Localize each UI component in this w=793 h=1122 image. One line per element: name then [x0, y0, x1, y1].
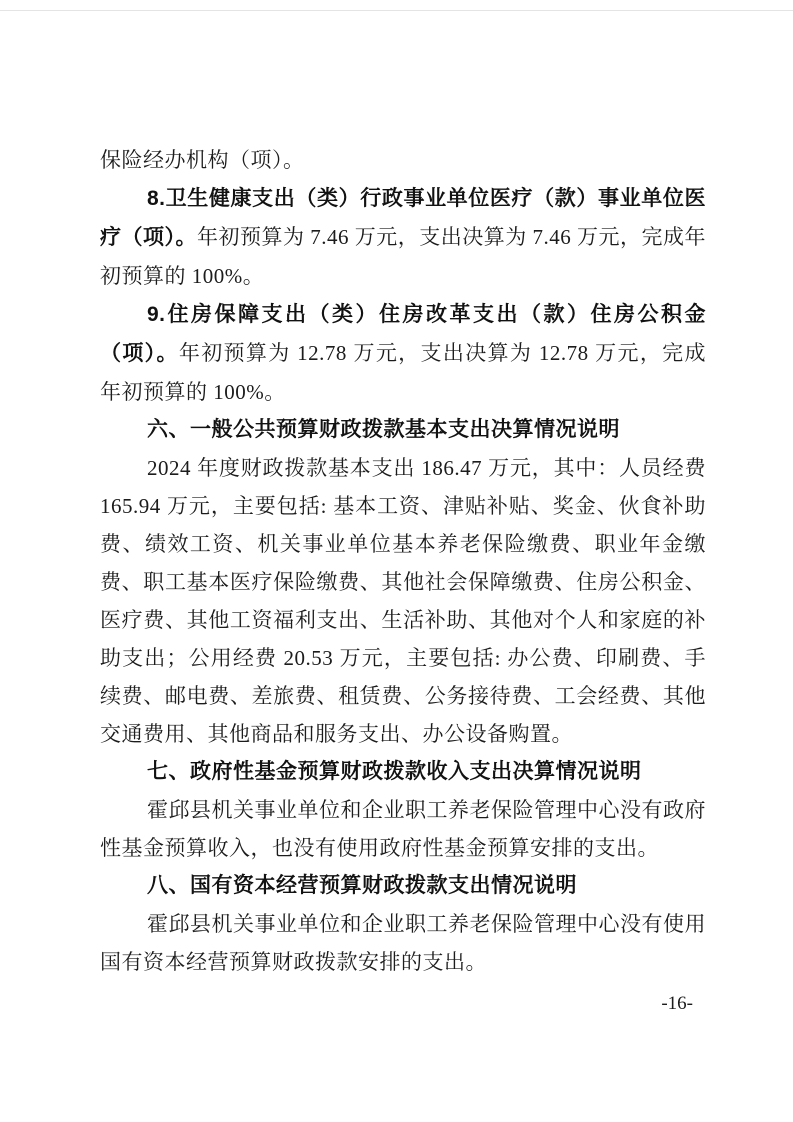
- paragraph-bold-lead: 8.卫生健康支出（类）行政事业单位医疗（款）事业单位医疗（项）。: [100, 187, 706, 249]
- section-heading: 七、政府性基金预算财政拨款收入支出决算情况说明: [147, 760, 642, 783]
- body-paragraph: 2024 年度财政拨款基本支出 186.47 万元，其中：人员经费 165.94 万元，主要包括: 基本工资、津贴补贴、奖金、伙食补助费、绩效工资、机关事业单位基本养老保险缴费、职业年金缴费、职工基本医疗保险缴费、其他社会保障缴费、住房公积金、医疗费、其他工资福利支出、生活补助、其他对个人和家庭的补助支出；公用经费 20.53 万元，主要包括: 办公费、印刷费、手续费、邮电费、差旅费、租赁费、公务接待费、工会经费、其他交通费用、其他商品和服务支出、办公设备购置。: [100, 456, 706, 746]
- paragraph-bold-lead: 9.住房保障支出（类）住房改革支出（款）住房公积金（项）。: [100, 303, 706, 365]
- section-heading: 八、国有资本经营预算财政拨款支出情况说明: [147, 874, 577, 897]
- paragraph-text: 年初预算为 12.78 万元，支出决算为 12.78 万元，完成年初预算的 100%。: [100, 341, 707, 404]
- paragraph-text: 年初预算为 7.46 万元，支出决算为 7.46 万元，完成年初预算的 100%。: [100, 225, 706, 288]
- body-paragraph: [100, 295, 706, 411]
- body-paragraph: [100, 179, 706, 295]
- section-heading: 六、一般公共预算财政拨款基本支出决算情况说明: [147, 418, 620, 441]
- page-number: -16-: [661, 993, 693, 1014]
- page-top-divider: [0, 10, 793, 11]
- body-paragraph: 霍邱县机关事业单位和企业职工养老保险管理中心没有使用国有资本经营预算财政拨款安排的支出。: [100, 912, 706, 974]
- body-paragraph: 保险经办机构（项）。: [100, 148, 305, 172]
- body-paragraph: 霍邱县机关事业单位和企业职工养老保险管理中心没有政府性基金预算收入，也没有使用政府性基金预算安排的支出。: [100, 798, 706, 860]
- document-content: [100, 141, 706, 981]
